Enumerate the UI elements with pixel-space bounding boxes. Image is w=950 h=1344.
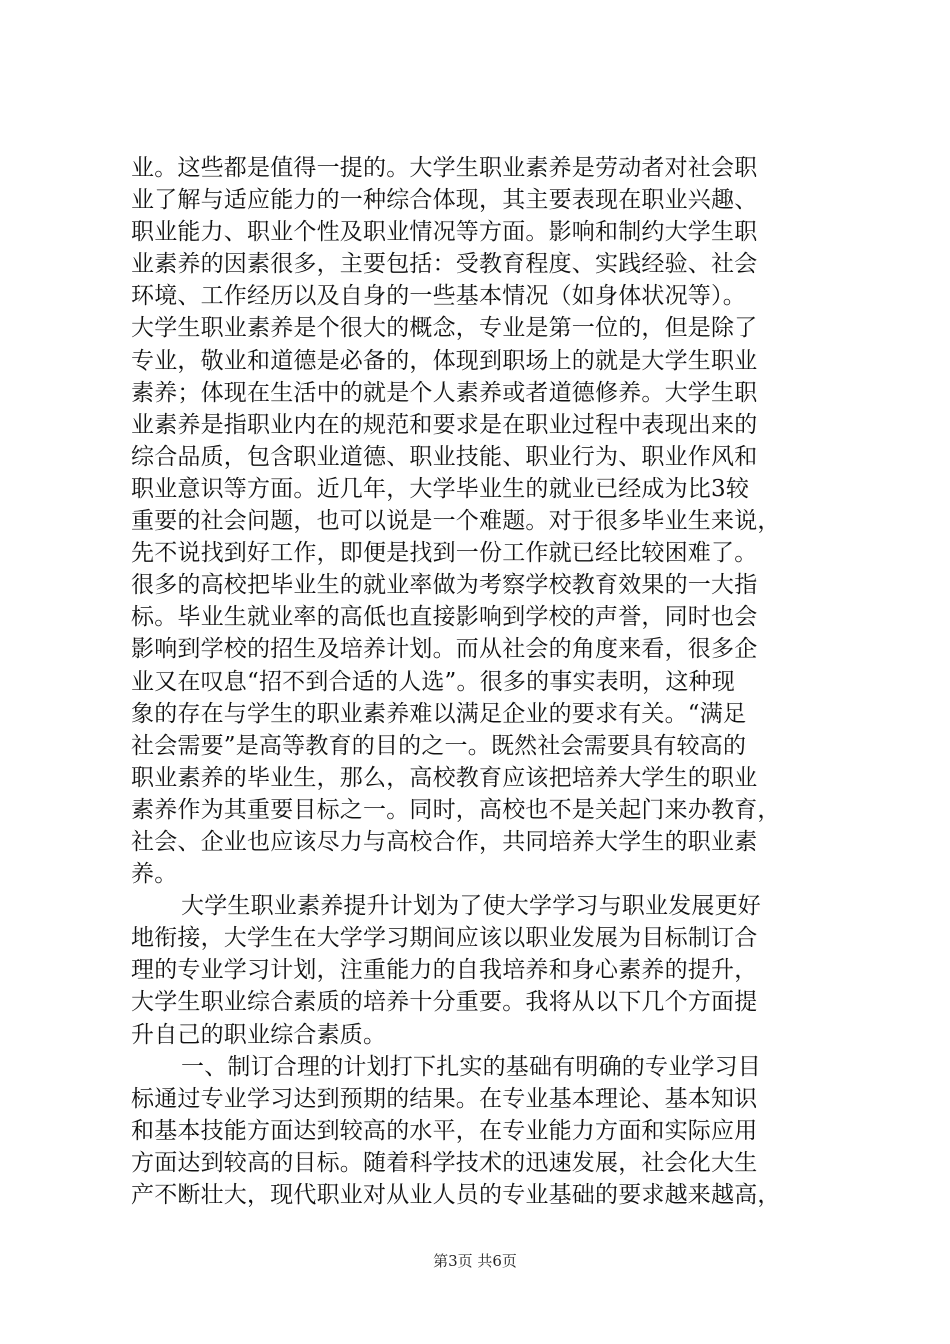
text-line: 升自己的职业综合素质。 [131, 1021, 387, 1048]
text-line: 综合品质，包含职业道德、职业技能、职业行为、职业作风和 [131, 443, 758, 470]
body-text [131, 152, 829, 1211]
text-line: 素养作为其重要目标之一。同时，高校也不是关起门来办教育， [131, 796, 781, 823]
text-line: 环境、工作经历以及自身的一些基本情况（如身体状况等）。 [131, 283, 746, 310]
text-line: 业素养是指职业内在的规范和要求是在职业过程中表现出来的 [131, 411, 758, 438]
paragraph-start-line: 一、制订合理的计划打下扎实的基础有明确的专业学习目 [181, 1053, 761, 1080]
text-line: 社会、企业也应该尽力与高校合作，共同培养大学生的职业素 [131, 828, 758, 855]
text-line: 素养；体现在生活中的就是个人素养或者道德修养。大学生职 [131, 379, 758, 406]
text-line: 大学生职业综合素质的培养十分重要。我将从以下几个方面提 [131, 989, 758, 1016]
text-line: 业。这些都是值得一提的。大学生职业素养是劳动者对社会职 [131, 155, 758, 181]
page-footer [0, 1251, 950, 1271]
page-number: 第3页 共6页 [433, 1252, 517, 1270]
text-line: 社会需要”是高等教育的目的之一。既然社会需要具有较高的 [131, 732, 747, 759]
text-line: 业又在叹息“招不到合适的人选”。很多的事实表明，这种现 [131, 668, 735, 695]
text-line: 产不断壮大，现代职业对从业人员的专业基础的要求越来越高， [131, 1182, 781, 1208]
text-line: 职业能力、职业个性及职业情况等方面。影响和制约大学生职 [131, 219, 758, 246]
text-line: 和基本技能方面达到较高的水平，在专业能力方面和实际应用 [131, 1117, 758, 1144]
text-line: 影响到学校的招生及培养计划。而从社会的角度来看，很多企 [131, 636, 758, 663]
text-line: 养。 [131, 861, 178, 888]
text-line: 很多的高校把毕业生的就业率做为考察学校教育效果的一大指 [131, 572, 758, 599]
text-line: 职业意识等方面。近几年，大学毕业生的就业已经成为比3较 [131, 475, 750, 502]
text-line: 专业，敬业和道德是必备的，体现到职场上的就是大学生职业 [131, 347, 758, 374]
text-line: 重要的社会问题，也可以说是一个难题。对于很多毕业生来说， [131, 508, 781, 535]
text-line: 业素养的因素很多，主要包括：受教育程度、实践经验、社会 [131, 251, 758, 278]
text-line: 业了解与适应能力的一种综合体现，其主要表现在职业兴趣、 [131, 187, 758, 214]
text-line: 标通过专业学习达到预期的结果。在专业基本理论、基本知识 [131, 1085, 758, 1112]
text-line: 方面达到较高的目标。随着科学技术的迅速发展，社会化大生 [131, 1149, 758, 1176]
text-line: 职业素养的毕业生，那么，高校教育应该把培养大学生的职业 [131, 764, 758, 791]
text-line: 标。毕业生就业率的高低也直接影响到学校的声誉，同时也会 [131, 604, 758, 631]
text-line: 理的专业学习计划，注重能力的自我培养和身心素养的提升， [131, 957, 758, 984]
text-line: 象的存在与学生的职业素养难以满足企业的要求有关。“满足 [131, 700, 747, 727]
text-line: 地衔接，大学生在大学学习期间应该以职业发展为目标制订合 [131, 925, 758, 952]
paragraph-start-line: 大学生职业素养提升计划为了使大学学习与职业发展更好 [181, 893, 761, 920]
text-line: 大学生职业素养是个很大的概念，专业是第一位的，但是除了 [131, 315, 758, 342]
text-line: 先不说找到好工作，即便是找到一份工作就已经比较困难了。 [131, 540, 758, 567]
